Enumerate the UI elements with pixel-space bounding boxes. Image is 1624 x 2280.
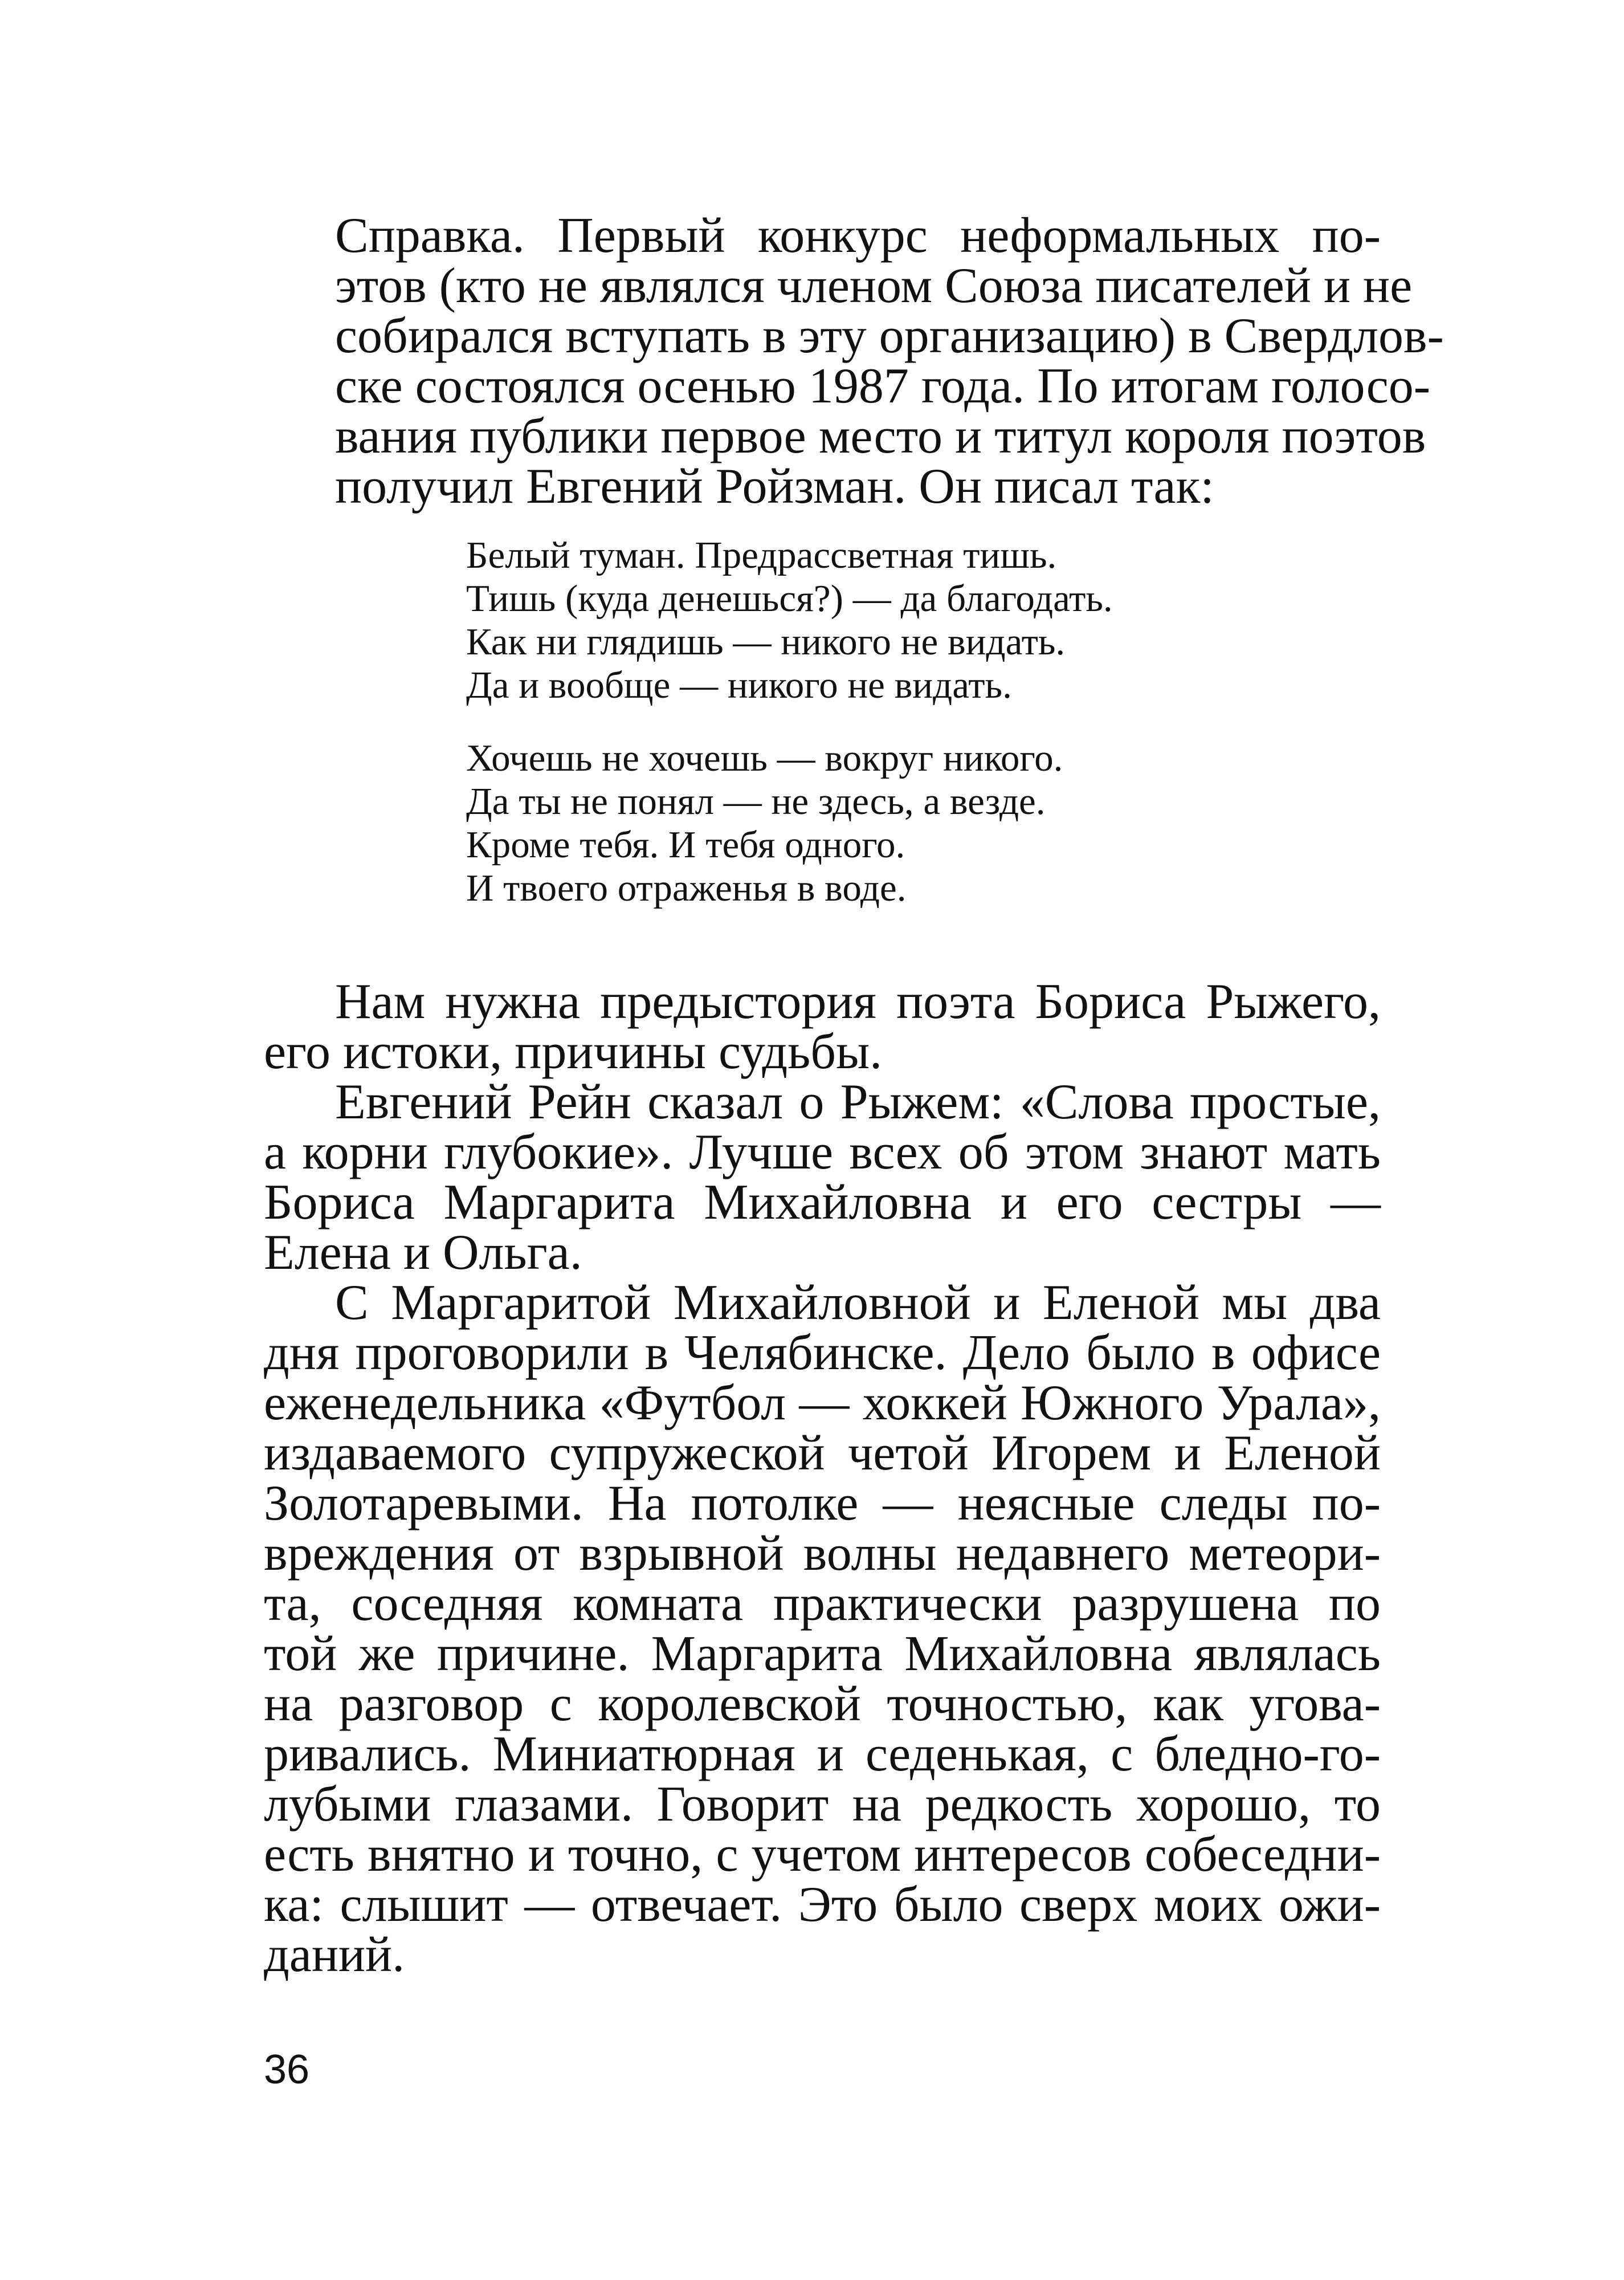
paragraph-rein-quote [264, 1074, 1381, 1280]
poem-line: Да ты не понял — не здесь, а везде. [466, 780, 1046, 823]
poem-stanza-2 [466, 736, 1381, 910]
text-line: Елена и Ольга. [264, 1225, 582, 1280]
text-line: получил Евгений Ройзман. Он писал так: [335, 459, 1214, 514]
text-line: собирался вступать в эту организацию) в Свердлов- [335, 308, 1444, 364]
text-line: ривались. Миниатюрная и седенькая, с бледно-го- [264, 1727, 1381, 1782]
text-line: а корни глубокие». Лучше всех об этом знают мать [264, 1125, 1381, 1180]
text-line: дня проговорили в Челябинске. Дело было в офисе [264, 1325, 1381, 1381]
text-line: Нам нужна предыстория поэта Бориса Рыжего, [335, 974, 1381, 1029]
text-line: его истоки, причины судьбы. [264, 1024, 883, 1080]
text-line: Евгений Рейн сказал о Рыжем: «Слова простые, [335, 1074, 1381, 1130]
text-line: еженедельника «Футбол — хоккей Южного Урала», [264, 1375, 1381, 1431]
text-line: издаваемого супружеской четой Игорем и Еленой [264, 1426, 1381, 1481]
page-body [264, 208, 1444, 1982]
text-line: С Маргаритой Михайловной и Еленой мы два [335, 1275, 1381, 1330]
poem-line: Белый туман. Предрассветная тишь. [466, 534, 1057, 576]
text-line: ске состоялся осенью 1987 года. По итогам голосо- [335, 359, 1431, 414]
poem-line: И твоего отраженья в воде. [466, 867, 907, 909]
text-line: вреждения от взрывной волны недавнего метеори- [264, 1526, 1381, 1581]
poem-line: Как ни глядишь — никого не видать. [466, 621, 1066, 663]
text-line: той же причине. Маргарита Михайловна являлась [264, 1626, 1381, 1681]
poem-line: Кроме тебя. И тебя одного. [466, 824, 905, 866]
poem-line: Хочешь не хочешь — вокруг никого. [466, 737, 1063, 779]
text-line: ка: слышит — отвечает. Это было сверх моих ожи- [264, 1877, 1381, 1932]
page-number: 36 [264, 2047, 310, 2092]
poem [466, 534, 1381, 910]
text-line: даний. [264, 1927, 405, 1982]
text-line: Бориса Маргарита Михайловна и его сестры — [264, 1175, 1381, 1230]
paragraph-chelyabinsk [264, 1275, 1381, 1982]
text-line: на разговор с королевской точностью, как угова- [264, 1676, 1381, 1732]
paragraph-prehistory [264, 974, 1381, 1080]
text-line: есть внятно и точно, с учетом интересов собеседни- [264, 1827, 1381, 1882]
intro-paragraph [264, 208, 1444, 514]
poem-stanza-1 [466, 534, 1381, 707]
text-line: вания публики первое место и титул короля поэтов [335, 409, 1426, 464]
text-line: этов (кто не являлся членом Союза писателей и не [335, 258, 1413, 314]
text-line: Справка. Первый конкурс неформальных по- [335, 208, 1381, 263]
poem-line: Тишь (куда денешься?) — да благодать. [466, 577, 1113, 620]
poem-line: Да и вообще — никого не видать. [466, 664, 1012, 706]
text-line: Золотаревыми. На потолке — неясные следы по- [264, 1476, 1381, 1531]
text-line: та, соседняя комната практически разрушена по [264, 1576, 1381, 1631]
text-line: лубыми глазами. Говорит на редкость хорошо, то [264, 1777, 1381, 1832]
